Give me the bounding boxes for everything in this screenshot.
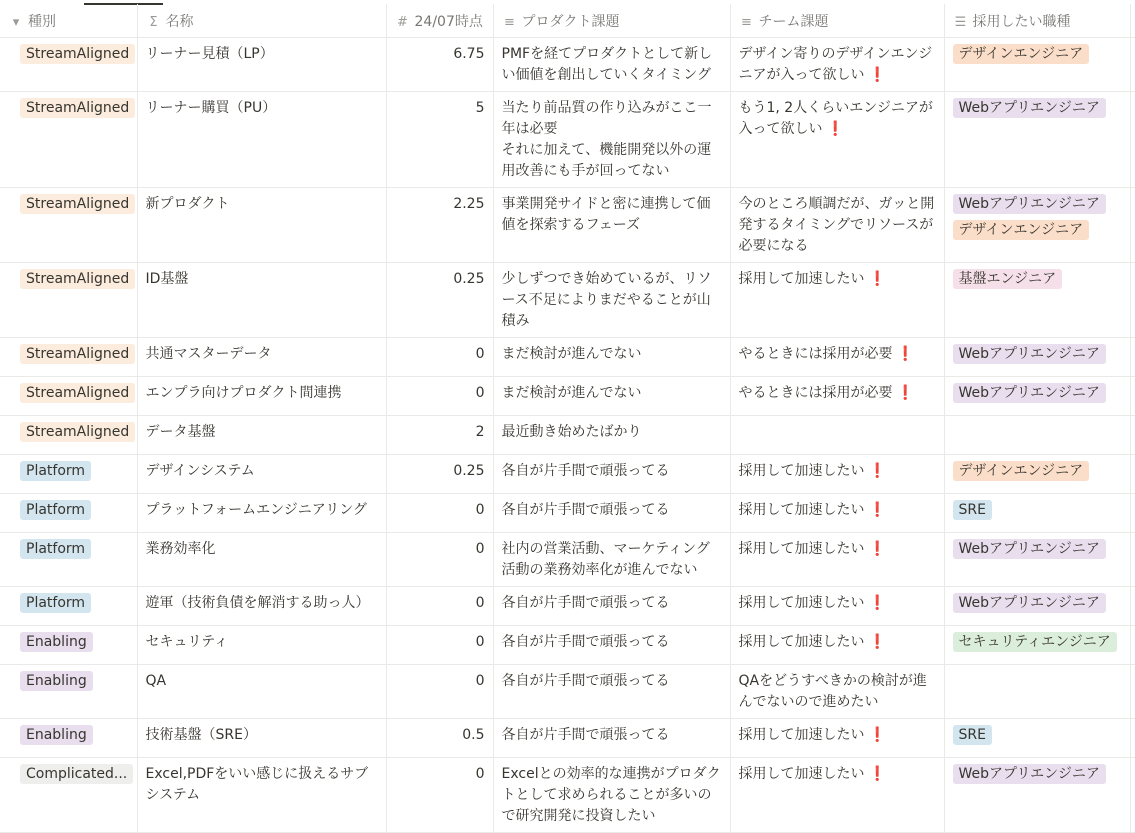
type-cell[interactable] — [0, 626, 137, 665]
text-lines-icon: ≡ — [504, 14, 515, 30]
type-tag[interactable]: Enabling — [20, 632, 93, 652]
product-issue-line: 最近動き始めたばかり — [501, 424, 642, 440]
roles-cell[interactable] — [944, 38, 1130, 92]
roles-cell[interactable] — [944, 494, 1130, 533]
roles-cell[interactable] — [944, 758, 1130, 833]
product-issue-line: Excelとの効率的な連携がプロダクトとして求められることが多いので研究開発に投資したい — [501, 766, 721, 824]
team-issue-cell[interactable] — [730, 494, 944, 533]
role-tag[interactable]: デザインエンジニア — [953, 220, 1090, 240]
name-cell[interactable]: リーナー見積（LP） — [137, 38, 386, 92]
exclamation-icon: ❗ — [826, 121, 844, 137]
overflow-cell — [1130, 533, 1135, 587]
team-issue-text: 採用して加速したい — [738, 502, 865, 518]
exclamation-icon: ❗ — [868, 463, 886, 479]
column-header-overflow — [1130, 4, 1135, 38]
product-issue-line: 各自が片手間で頑張ってる — [501, 502, 670, 518]
product-issue-cell[interactable] — [493, 494, 730, 533]
type-tag[interactable]: Platform — [20, 500, 91, 520]
exclamation-icon: ❗ — [868, 541, 886, 557]
sigma-icon: Σ — [149, 14, 158, 30]
exclamation-icon: ❗ — [868, 67, 886, 83]
product-issue-cell[interactable] — [493, 92, 730, 188]
type-tag[interactable]: StreamAligned — [20, 269, 135, 289]
team-issue-text: 採用して加速したい — [738, 463, 865, 479]
exclamation-icon: ❗ — [896, 385, 914, 401]
team-issue-text: 採用して加速したい — [738, 541, 865, 557]
value-cell[interactable]: 2 — [386, 416, 493, 455]
column-header-label: 種別 — [28, 13, 56, 30]
role-tag[interactable]: デザインエンジニア — [953, 44, 1090, 64]
product-issue-cell[interactable] — [493, 38, 730, 92]
product-issue-line: 事業開発サイドと密に連携して価値を探索するフェーズ — [501, 196, 711, 233]
product-issue-cell[interactable] — [493, 587, 730, 626]
overflow-cell — [1130, 587, 1135, 626]
database-table — [0, 4, 1135, 833]
product-issue-cell[interactable] — [493, 626, 730, 665]
table-row[interactable] — [0, 494, 1135, 533]
team-issue-cell[interactable] — [730, 188, 944, 263]
chevron-circle-icon: ▾ — [12, 14, 20, 30]
table-row[interactable] — [0, 533, 1135, 587]
product-issue-cell[interactable] — [493, 263, 730, 338]
type-cell[interactable] — [0, 38, 137, 92]
type-tag[interactable]: StreamAligned — [20, 98, 135, 118]
column-header[interactable] — [386, 4, 493, 38]
team-issue-cell[interactable] — [730, 719, 944, 758]
role-tag[interactable]: Webアプリエンジニア — [953, 344, 1106, 364]
column-header[interactable] — [944, 4, 1130, 38]
value-cell[interactable]: 0.25 — [386, 455, 493, 494]
column-header[interactable] — [137, 4, 386, 38]
value-cell[interactable]: 6.75 — [386, 38, 493, 92]
team-issue-cell[interactable] — [730, 626, 944, 665]
overflow-cell — [1130, 92, 1135, 188]
product-issue-cell[interactable] — [493, 188, 730, 263]
product-issue-line: それに加えて、機能開発以外の運用改善にも手が回ってない — [501, 142, 712, 179]
list-icon: ☰ — [954, 14, 967, 30]
team-issue-text: 採用して加速したい — [738, 271, 865, 287]
roles-cell[interactable] — [944, 455, 1130, 494]
team-issue-text: やるときには採用が必要 — [738, 346, 893, 362]
table-row[interactable] — [0, 626, 1135, 665]
product-issue-line: 各自が片手間で頑張ってる — [501, 634, 670, 650]
value-cell[interactable]: 0 — [386, 494, 493, 533]
overflow-cell — [1130, 38, 1135, 92]
type-cell[interactable] — [0, 533, 137, 587]
type-cell[interactable] — [0, 377, 137, 416]
role-tag[interactable]: 基盤エンジニア — [953, 269, 1063, 289]
name-cell[interactable]: リーナー購買（PU） — [137, 92, 386, 188]
type-tag[interactable]: StreamAligned — [20, 383, 135, 403]
table-row[interactable] — [0, 416, 1135, 455]
roles-cell[interactable] — [944, 626, 1130, 665]
type-tag[interactable]: Platform — [20, 593, 91, 613]
team-issue-text: QAをどうすべきかの検討が進んでないので進めたい — [738, 673, 927, 710]
value-cell[interactable]: 0.5 — [386, 719, 493, 758]
type-tag[interactable]: Platform — [20, 461, 91, 481]
name-cell[interactable]: セキュリティ — [137, 626, 386, 665]
exclamation-icon: ❗ — [868, 271, 886, 287]
name-cell[interactable]: 遊軍（技術負債を解消する助っ人） — [137, 587, 386, 626]
team-issue-text: 今のところ順調だが、ガッと開発するタイミングでリソースが必要になる — [738, 196, 935, 254]
value-cell[interactable]: 0 — [386, 626, 493, 665]
value-cell[interactable]: 0 — [386, 665, 493, 719]
type-tag[interactable]: StreamAligned — [20, 422, 135, 442]
product-issue-line: まだ検討が進んでない — [501, 385, 642, 401]
team-issue-text: 採用して加速したい — [738, 634, 865, 650]
type-tag[interactable]: Complicated... — [20, 764, 133, 784]
value-cell[interactable]: 5 — [386, 92, 493, 188]
table-body — [0, 38, 1135, 833]
role-tag[interactable]: Webアプリエンジニア — [953, 764, 1106, 784]
overflow-cell — [1130, 188, 1135, 263]
overflow-cell — [1130, 263, 1135, 338]
type-cell[interactable] — [0, 758, 137, 833]
overflow-cell — [1130, 758, 1135, 833]
overflow-cell — [1130, 338, 1135, 377]
product-issue-line: 社内の営業活動、マーケティング活動の業務効率化が進んでない — [501, 541, 710, 578]
value-cell[interactable]: 0 — [386, 338, 493, 377]
role-tag[interactable]: SRE — [953, 725, 992, 745]
table-row[interactable] — [0, 377, 1135, 416]
type-cell[interactable] — [0, 455, 137, 494]
roles-cell[interactable] — [944, 665, 1130, 719]
roles-cell[interactable] — [944, 377, 1130, 416]
column-header-label: 採用したい職種 — [972, 13, 1071, 30]
roles-cell[interactable] — [944, 587, 1130, 626]
value-cell[interactable]: 0.25 — [386, 263, 493, 338]
type-cell[interactable] — [0, 92, 137, 188]
type-cell[interactable] — [0, 338, 137, 377]
table-row[interactable] — [0, 758, 1135, 833]
overflow-cell — [1130, 665, 1135, 719]
team-issue-cell[interactable] — [730, 665, 944, 719]
product-issue-cell[interactable] — [493, 665, 730, 719]
text-lines-icon: ≡ — [741, 14, 752, 30]
roles-cell[interactable] — [944, 92, 1130, 188]
value-cell[interactable]: 0 — [386, 758, 493, 833]
value-cell[interactable]: 2.25 — [386, 188, 493, 263]
column-header-label: チーム課題 — [758, 13, 829, 30]
table-row[interactable] — [0, 92, 1135, 188]
type-tag[interactable]: StreamAligned — [20, 194, 135, 214]
product-issue-cell[interactable] — [493, 719, 730, 758]
type-tag[interactable]: StreamAligned — [20, 344, 135, 364]
column-header[interactable] — [0, 4, 137, 38]
name-cell[interactable]: デザインシステム — [137, 455, 386, 494]
team-issue-text: やるときには採用が必要 — [738, 385, 893, 401]
table-row[interactable] — [0, 38, 1135, 92]
hash-icon: # — [397, 14, 408, 30]
type-cell[interactable] — [0, 416, 137, 455]
value-cell[interactable]: 0 — [386, 587, 493, 626]
team-issue-cell[interactable] — [730, 38, 944, 92]
team-issue-cell[interactable] — [730, 455, 944, 494]
value-cell[interactable]: 0 — [386, 533, 493, 587]
team-issue-cell[interactable] — [730, 338, 944, 377]
team-issue-cell[interactable] — [730, 92, 944, 188]
type-cell[interactable] — [0, 665, 137, 719]
type-tag[interactable]: Platform — [20, 539, 91, 559]
exclamation-icon: ❗ — [896, 346, 914, 362]
name-cell[interactable]: 技術基盤（SRE） — [137, 719, 386, 758]
name-cell[interactable]: Excel,PDFをいい感じに扱えるサブシステム — [137, 758, 386, 833]
team-issue-text: 採用して加速したい — [738, 766, 865, 782]
product-issue-line: 当たり前品質の作り込みがここ一年は必要 — [501, 100, 712, 137]
type-cell[interactable] — [0, 494, 137, 533]
team-issue-text: 採用して加速したい — [738, 727, 865, 743]
table-row[interactable] — [0, 338, 1135, 377]
team-issue-text: 採用して加速したい — [738, 595, 865, 611]
team-issue-cell[interactable] — [730, 377, 944, 416]
role-tag[interactable]: Webアプリエンジニア — [953, 383, 1106, 403]
roles-cell[interactable] — [944, 338, 1130, 377]
type-tag[interactable]: Enabling — [20, 671, 93, 691]
overflow-cell — [1130, 416, 1135, 455]
roles-cell[interactable] — [944, 188, 1130, 263]
team-issue-text: デザイン寄りのデザインエンジニアが入って欲しい — [738, 46, 933, 83]
column-header[interactable] — [493, 4, 730, 38]
role-tag[interactable]: SRE — [953, 500, 992, 520]
exclamation-icon: ❗ — [868, 502, 886, 518]
roles-cell[interactable] — [944, 533, 1130, 587]
product-issue-line: 各自が片手間で頑張ってる — [501, 673, 670, 689]
team-issue-cell[interactable] — [730, 758, 944, 833]
name-cell[interactable]: プラットフォームエンジニアリング — [137, 494, 386, 533]
role-tag[interactable]: Webアプリエンジニア — [953, 194, 1106, 214]
product-issue-line: 少しずつでき始めているが、リソース不足によりまだやることが山積み — [501, 271, 712, 329]
product-issue-cell[interactable] — [493, 455, 730, 494]
type-tag[interactable]: StreamAligned — [20, 44, 135, 64]
team-issue-cell[interactable] — [730, 416, 944, 455]
overflow-cell — [1130, 455, 1135, 494]
name-cell[interactable]: 業務効率化 — [137, 533, 386, 587]
overflow-cell — [1130, 626, 1135, 665]
product-issue-cell[interactable] — [493, 533, 730, 587]
team-issue-cell[interactable] — [730, 263, 944, 338]
type-cell[interactable] — [0, 263, 137, 338]
roles-cell[interactable] — [944, 416, 1130, 455]
table-row[interactable] — [0, 719, 1135, 758]
exclamation-icon: ❗ — [868, 727, 886, 743]
product-issue-cell[interactable] — [493, 416, 730, 455]
team-issue-text: もう1, 2人くらいエンジニアが入って欲しい — [738, 100, 933, 137]
value-cell[interactable]: 0 — [386, 377, 493, 416]
product-issue-line: まだ検討が進んでない — [501, 346, 642, 362]
role-tag[interactable]: セキュリティエンジニア — [953, 632, 1117, 652]
overflow-cell — [1130, 377, 1135, 416]
product-issue-line: PMFを経てプロダクトとして新しい価値を創出していくタイミング — [501, 46, 713, 83]
table-row[interactable] — [0, 455, 1135, 494]
table-row[interactable] — [0, 665, 1135, 719]
table-row[interactable] — [0, 587, 1135, 626]
column-header-label: プロダクト課題 — [521, 13, 620, 30]
type-cell[interactable] — [0, 188, 137, 263]
product-issue-line: 各自が片手間で頑張ってる — [501, 463, 670, 479]
name-cell[interactable]: ID基盤 — [137, 263, 386, 338]
table-row[interactable] — [0, 188, 1135, 263]
name-cell[interactable]: QA — [137, 665, 386, 719]
column-header-label: 24/07時点 — [414, 13, 483, 30]
overflow-cell — [1130, 719, 1135, 758]
roles-cell[interactable] — [944, 263, 1130, 338]
role-tag[interactable]: Webアプリエンジニア — [953, 98, 1106, 118]
type-cell[interactable] — [0, 587, 137, 626]
column-header[interactable] — [730, 4, 944, 38]
exclamation-icon: ❗ — [868, 634, 886, 650]
type-tag[interactable]: Enabling — [20, 725, 93, 745]
column-header-label: 名称 — [165, 13, 194, 30]
exclamation-icon: ❗ — [868, 595, 886, 611]
product-issue-line: 各自が片手間で頑張ってる — [501, 595, 670, 611]
name-cell[interactable]: 新プロダクト — [137, 188, 386, 263]
role-tag[interactable]: Webアプリエンジニア — [953, 539, 1106, 559]
role-tag[interactable]: Webアプリエンジニア — [953, 593, 1106, 613]
name-cell[interactable]: 共通マスターデータ — [137, 338, 386, 377]
roles-cell[interactable] — [944, 719, 1130, 758]
product-issue-cell[interactable] — [493, 338, 730, 377]
team-issue-cell[interactable] — [730, 533, 944, 587]
name-cell[interactable]: エンプラ向けプロダクト間連携 — [137, 377, 386, 416]
product-issue-cell[interactable] — [493, 758, 730, 833]
product-issue-cell[interactable] — [493, 377, 730, 416]
exclamation-icon: ❗ — [868, 766, 886, 782]
type-cell[interactable] — [0, 719, 137, 758]
name-cell[interactable]: データ基盤 — [137, 416, 386, 455]
overflow-cell — [1130, 494, 1135, 533]
table-row[interactable] — [0, 263, 1135, 338]
role-tag[interactable]: デザインエンジニア — [953, 461, 1090, 481]
header-row — [0, 4, 1135, 38]
product-issue-line: 各自が片手間で頑張ってる — [501, 727, 670, 743]
team-issue-cell[interactable] — [730, 587, 944, 626]
